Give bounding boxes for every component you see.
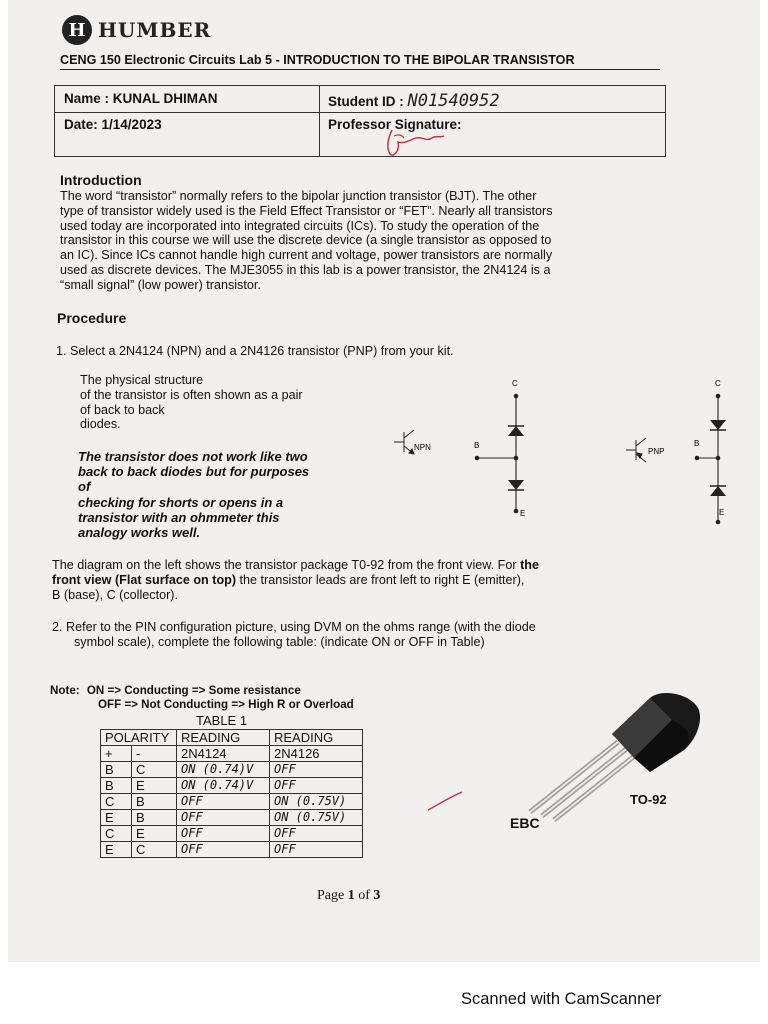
warning-line: of: [78, 479, 91, 495]
table-row: C B OFF ON (0.75V): [101, 794, 363, 810]
diode-analogy-warning: [78, 449, 378, 540]
intro-line: used today are incorporated into integrated circuits (ICs). To study the operation of the: [60, 218, 540, 233]
warning-line: back to back diodes but for purposes: [78, 464, 310, 480]
table-subheader-row: [101, 746, 363, 762]
table-row: B E ON (0.74)V OFF: [101, 778, 363, 794]
pnp-diode-model-diagram: [622, 374, 762, 530]
name-cell: [64, 91, 218, 106]
structure-line: The physical structure: [80, 373, 204, 387]
introduction-heading: Introduction: [60, 172, 142, 188]
name-value: KUNAL DHIMAN: [112, 91, 218, 106]
warning-line: analogy works well.: [78, 525, 201, 541]
package-label: TO-92: [630, 792, 667, 807]
reading-header: READING: [177, 730, 270, 746]
date-cell: [64, 117, 162, 132]
package-line-1: The diagram on the left shows the transistor package T0-92 from the front view. For the: [52, 558, 539, 572]
structure-line: of the transistor is often shown as a pair: [80, 387, 303, 402]
npn-part-header: 2N4124: [177, 746, 270, 762]
note-label: Note:: [50, 684, 80, 697]
note: [50, 684, 354, 712]
table-caption: TABLE 1: [196, 713, 248, 728]
intro-line: used as discrete devices. The MJE3055 in this lab is a power transistor, the 2N4124 is a: [60, 262, 551, 277]
page-number: Page 1 of 3: [317, 888, 381, 903]
structure-line: diodes.: [80, 417, 121, 432]
npn-diode-model-diagram: [390, 374, 550, 530]
introduction-text: [60, 189, 660, 293]
date-label: Date:: [64, 117, 98, 132]
check-mark-icon: [426, 790, 466, 814]
table-1: [100, 729, 363, 858]
date-value: 1/14/2023: [101, 117, 162, 132]
to92-leads: [530, 742, 642, 820]
humber-logo-text: HUMBER: [98, 18, 212, 42]
intro-line: an IC). Since ICs cannot handle high current and voltage, power transistors are normally: [60, 248, 553, 263]
minus-header: -: [132, 746, 177, 762]
name-label: Name :: [64, 91, 110, 106]
npn-base-label: B: [474, 441, 480, 450]
pnp-base-label: B: [694, 439, 700, 448]
table-row: C E OFF OFF: [101, 826, 363, 842]
package-description: [52, 558, 672, 602]
student-id-cell: [328, 91, 500, 111]
procedure-step-1: 1. Select a 2N4124 (NPN) and a 2N4126 transistor (PNP) from your kit.: [56, 344, 454, 358]
student-id-label: Student ID :: [328, 94, 404, 109]
npn-collector-label: C: [512, 379, 518, 388]
warning-line: checking for shorts or opens in a: [78, 494, 284, 510]
base-collector-diode: [508, 426, 524, 436]
note-line-2: OFF => Not Conducting => High R or Overload: [98, 698, 354, 711]
to92-package-picture: [500, 680, 730, 830]
pnp-emitter-label: E: [719, 508, 725, 517]
collector-base-diode: [710, 420, 726, 430]
emitter-base-diode: [710, 486, 726, 496]
intro-line: transistor in this course we will use the discrete device (a single transistor as opposed to: [60, 233, 552, 248]
procedure-heading: Procedure: [57, 310, 127, 326]
camscanner-watermark: Scanned with CamScanner: [461, 990, 661, 1008]
pnp-transistor-symbol: [626, 438, 646, 462]
step2-line: 2. Refer to the PIN configuration picture, using DVM on the ohms range (with the diode: [52, 620, 536, 634]
table-header-row: [101, 730, 363, 746]
procedure-step-2: [52, 620, 672, 650]
to92-body: [612, 693, 700, 772]
base-emitter-diode: [508, 480, 524, 490]
warning-line: transistor with an ohmmeter this: [78, 509, 280, 525]
plus-header: +: [101, 746, 132, 762]
structure-description: [80, 373, 380, 432]
structure-line: of back to back: [80, 402, 165, 417]
humber-logo-mark: H: [62, 15, 92, 45]
npn-emitter-label: E: [520, 509, 526, 518]
warning-line: The transistor does not work like two: [78, 449, 308, 464]
pnp-label: PNP: [648, 447, 665, 456]
table-row: E B OFF ON (0.75V): [101, 810, 363, 826]
table-row: B C ON (0.74)V OFF: [101, 762, 363, 778]
npn-label: NPN: [414, 443, 431, 452]
student-id-value: N01540952: [407, 91, 500, 111]
document-title: CENG 150 Electronic Circuits Lab 5 - INTRODUCTION TO THE BIPOLAR TRANSISTOR: [60, 53, 660, 70]
note-line-1: ON => Conducting => Some resistance: [86, 684, 301, 697]
professor-signature-label: Professor Signature:: [328, 117, 462, 132]
intro-line: type of transistor widely used is the Field Effect Transistor or “FET”. Nearly all transistors: [60, 203, 553, 218]
intro-line: “small signal” (low power) transistor.: [60, 277, 261, 292]
pnp-part-header: 2N4126: [270, 746, 363, 762]
humber-logo: [62, 15, 211, 45]
package-line-2: front view (Flat surface on top) the transistor leads are front left to right E (emitter),: [52, 572, 525, 587]
intro-line: The word “transistor” normally refers to the bipolar junction transistor (BJT). The other: [60, 189, 537, 203]
npn-transistor-symbol: [394, 430, 414, 454]
polarity-header: POLARITY: [101, 730, 177, 746]
step2-line: symbol scale), complete the following table: (indicate ON or OFF in Table): [74, 634, 485, 649]
professor-signature: [380, 126, 450, 160]
pnp-collector-label: C: [715, 379, 721, 388]
reading-header: READING: [270, 730, 363, 746]
pins-label: EBC: [510, 815, 540, 831]
student-info-table: [54, 85, 666, 157]
table-row: E C OFF OFF: [101, 842, 363, 858]
package-line-3: B (base), C (collector).: [52, 587, 178, 602]
